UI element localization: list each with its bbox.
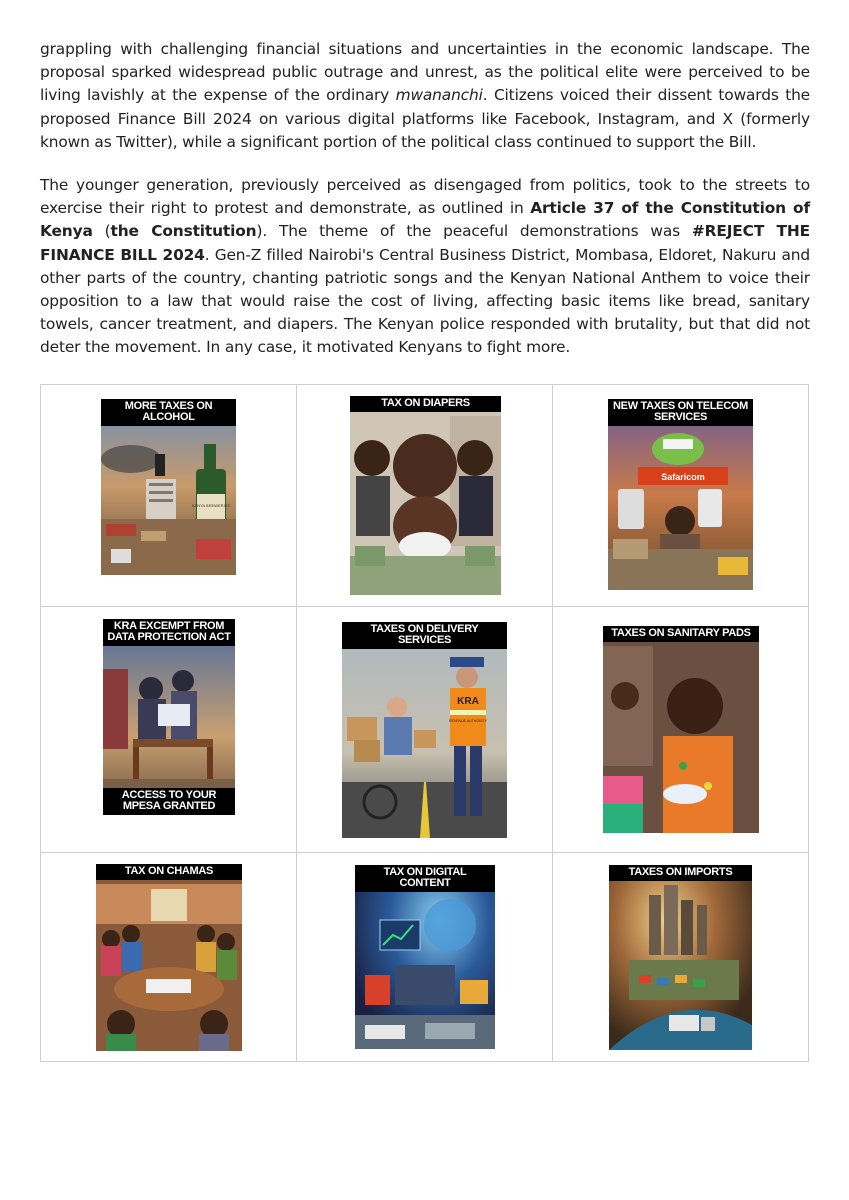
grid-cell-imports: [553, 853, 808, 1061]
para2-text-d: . Gen-Z filled Nairobi's Central Business District, Mombasa, Eldoret, Nakuru and other parts of the country, chanting patriotic songs and the Kenyan National Anthem to voice their opposition to a law that would raise the cost of living, affecting basic items like bread, sanitary towels, cancer treatment, and diapers. The Kenyan police responded with brutality, but that did not deter the movement. In any case, it motivated Kenyans to fight more.: [40, 245, 810, 357]
poster-diaper-tax: [350, 396, 501, 595]
para2-bold-article-37: Article 37 of the Constitution of Kenya: [40, 199, 810, 241]
grid-cell-kra-data: [41, 607, 297, 853]
para2-text-a: The younger generation, previously perceived as disengaged from politics, took to the streets to exercise their right to protest and demonstrate, as outlined in: [40, 176, 810, 218]
grid-cell-chamas: [41, 853, 297, 1061]
para1-italic-mwananchi: mwananchi: [395, 86, 483, 105]
para2-text-c: ). The theme of the peaceful demonstrations was: [256, 222, 692, 241]
poster-caption: TAX ON DIGITAL CONTENT: [355, 865, 495, 892]
para2-bold-constitution: the Constitution: [110, 222, 257, 241]
poster-caption: TAXES ON IMPORTS: [609, 865, 752, 881]
grid-cell-sanitary: [553, 607, 808, 853]
para2-text-b: (: [92, 222, 111, 241]
kra-data-illustration: [103, 619, 235, 815]
grid-cell-alcohol: [41, 385, 297, 607]
poster-imports-tax: [609, 865, 752, 1050]
kra-vest-label: KRA: [457, 696, 479, 707]
delivery-illustration: [342, 622, 507, 838]
digital-content-illustration: [355, 865, 495, 1049]
poster-caption: TAXES ON SANITARY PADS: [603, 626, 759, 642]
poster-digital-content-tax: [355, 865, 495, 1049]
poster-caption: TAX ON CHAMAS: [96, 864, 242, 880]
grid-cell-delivery: [297, 607, 553, 853]
poster-caption: KRA EXCEMPT FROM DATA PROTECTION ACT: [103, 619, 235, 646]
sanitary-illustration: [603, 626, 759, 833]
grid-cell-diapers: [297, 385, 553, 607]
grid-cell-telecom: [553, 385, 808, 607]
poster-caption: MORE TAXES ON ALCOHOL: [101, 399, 236, 426]
poster-sanitary-pads-tax: [603, 626, 759, 833]
poster-kra-data-protection: [103, 619, 235, 815]
bottle-label: KENYA BREWERIES: [191, 503, 231, 508]
poster-delivery-tax: [342, 622, 507, 838]
imports-city-illustration: [609, 865, 752, 1050]
poster-telecom-tax: [608, 399, 753, 590]
poster-alcohol-tax: [101, 399, 236, 575]
tax-posters-grid: [40, 384, 809, 1062]
para2-bold-reject-hashtag: #REJECT THE FINANCE BILL 2024: [40, 222, 810, 264]
para1-text-b: . Citizens voiced their dissent towards the proposed Finance Bill 2024 on various digital platforms like Facebook, Instagram, and X (formerly known as Twitter), while a significant portion of the political class continued to support the Bill.: [40, 86, 810, 151]
chama-meeting-illustration: [96, 864, 242, 1051]
kra-vest-sublabel: REVENUE AUTHORITY: [449, 719, 487, 723]
grid-cell-digital: [297, 853, 553, 1061]
poster-chamas-tax: [96, 864, 242, 1051]
paragraph-gen-z-protests: [40, 174, 810, 360]
para1-text-a: grappling with challenging financial situations and uncertainties in the economic landscape. The proposal sparked widespread public outrage and unrest, as the political elite were perceived to be living lavishly at the expense of the ordinary: [40, 40, 810, 105]
baby-illustration: [350, 396, 501, 595]
paragraph-finance-bill-outrage: [40, 38, 810, 154]
telecom-illustration: [608, 399, 753, 590]
poster-caption: TAXES ON DELIVERY SERVICES: [342, 622, 507, 649]
poster-caption: NEW TAXES ON TELECOM SERVICES: [608, 399, 753, 426]
safaricom-sign: Safaricom: [661, 472, 705, 482]
poster-caption: TAX ON DIAPERS: [350, 396, 501, 412]
poster-caption-bottom: ACCESS TO YOUR MPESA GRANTED: [103, 788, 235, 815]
